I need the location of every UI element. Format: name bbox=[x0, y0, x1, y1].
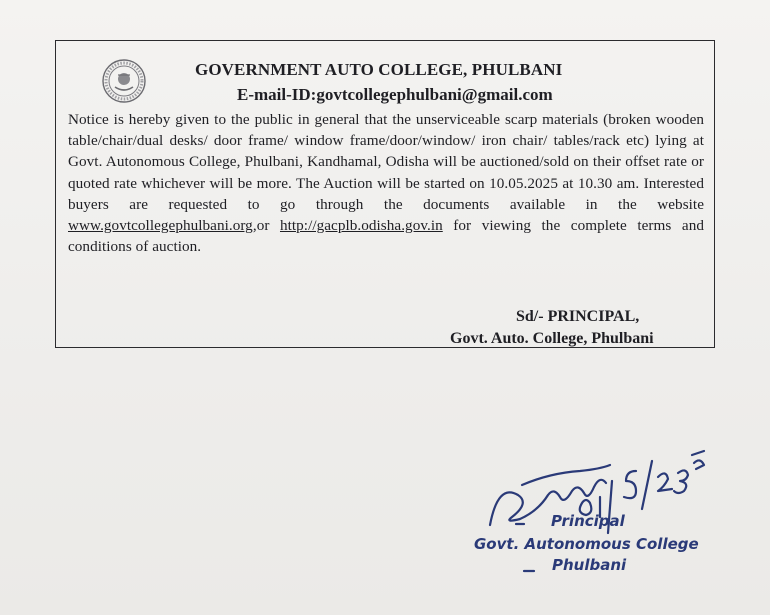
notice-body-part-2: for viewing the complete terms and conditions of auction. bbox=[68, 217, 704, 256]
sd-principal-line: Sd/- PRINCIPAL, bbox=[516, 308, 640, 325]
website-link-1[interactable]: www.govtcollegephulbani.org bbox=[68, 217, 253, 235]
stamp-principal: Principal bbox=[551, 512, 625, 530]
link-joiner: ,or bbox=[252, 217, 280, 235]
email-line: E-mail-ID:govtcollegephulbani@gmail.com bbox=[237, 85, 553, 104]
stamp-college: Govt. Autonomous College bbox=[474, 535, 699, 553]
college-name-line: Govt. Auto. College, Phulbani bbox=[450, 330, 654, 347]
stamp-place: Phulbani bbox=[552, 556, 627, 574]
notice-body bbox=[68, 109, 704, 257]
notice-heading: GOVERNMENT AUTO COLLEGE, PHULBANI bbox=[195, 60, 563, 79]
notice-body-part-1: Notice is hereby given to the public in general that the unserviceable scarp materials (broken wooden table/chair/dual desks/ door frame/ window frame/door/window/ iron chair/ tables/rack etc) lying at Govt. Autonomous College, Phulbani, Kandhamal, Odisha will be auctioned/sold on their offset rate or quoted rate whichever will be more. The Auction will be started on 10.05.2025 at 10.30 am. Interested buyers are requested to go through the documents available in the website bbox=[68, 111, 704, 213]
website-link-2[interactable]: http://gacplb.odisha.gov.in bbox=[279, 217, 443, 235]
college-seal-icon bbox=[101, 58, 147, 104]
